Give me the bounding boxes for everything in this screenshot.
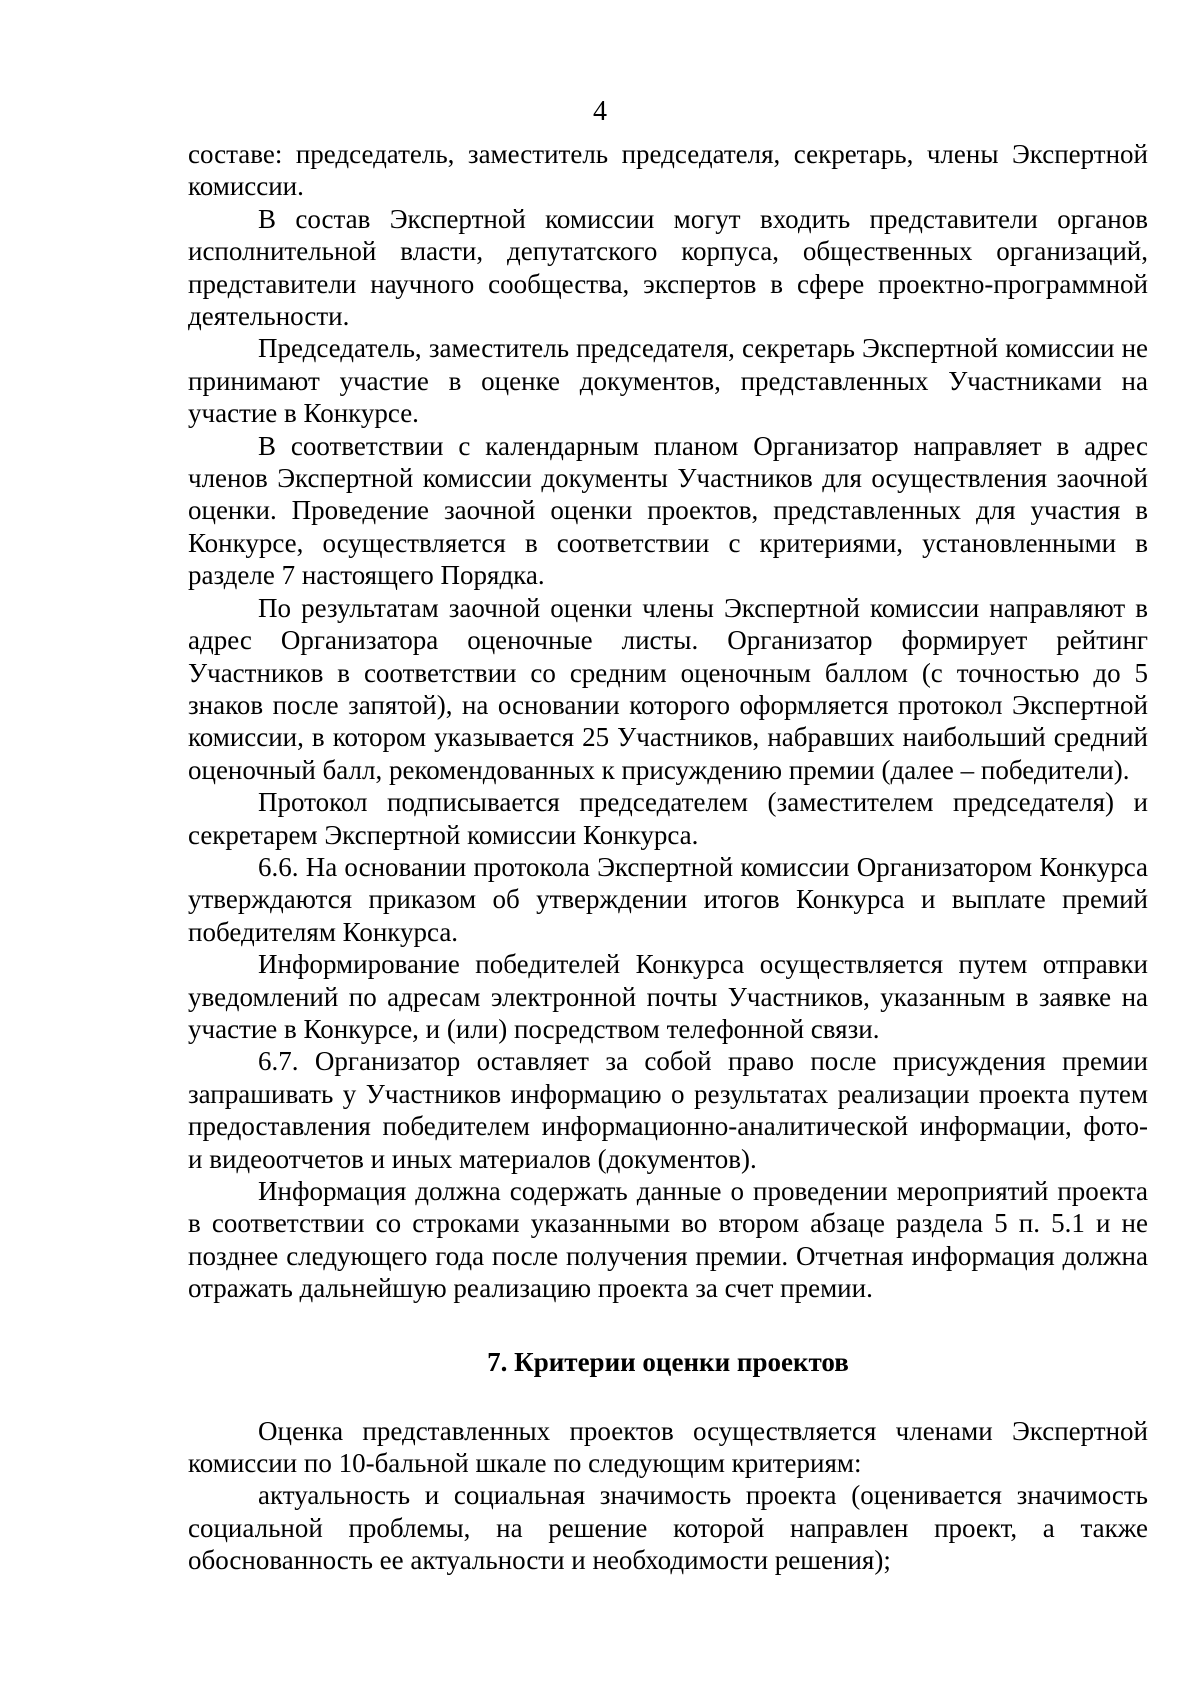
body-paragraph: Председатель, заместитель председателя, секретарь Экспертной комиссии не принимают участие в оценке документов, представленных Участниками на участие в Конкурсе. [188, 333, 1148, 429]
document-body [188, 138, 1148, 1577]
clause-6-6-paragraph: 6.6. На основании протокола Экспертной комиссии Организатором Конкурса утверждаются приказом об утверждении итогов Конкурса и выплате премий победителям Конкурса. [188, 851, 1148, 947]
body-paragraph: В соответствии с календарным планом Организатор направляет в адрес членов Экспертной комиссии документы Участников для осуществления заочной оценки. Проведение заочной оценки проектов, представленных для участия в Конкурсе, осуществляется в соответствии с критериями, установленными в разделе 7 настоящего Порядка. [188, 430, 1148, 591]
body-paragraph: Оценка представленных проектов осуществляется членами Экспертной комиссии по 10-бальной шкале по следующим критериям: [188, 1415, 1148, 1479]
body-paragraph: Протокол подписывается председателем (заместителем председателя) и секретарем Экспертной комиссии Конкурса. [188, 787, 1148, 850]
clause-6-7-paragraph: 6.7. Организатор оставляет за собой право после присуждения премии запрашивать у Участников информацию о результатах реализации проекта путем предоставления победителем информационно-аналитической информации, фото- и видеоотчетов и иных материалов (документов). [188, 1046, 1148, 1174]
body-paragraph: Информирование победителей Конкурса осуществляется путем отправки уведомлений по адресам электронной почты Участников, указанным в заявке на участие в Конкурсе, и (или) посредством телефонной связи. [188, 949, 1148, 1044]
criterion-paragraph: актуальность и социальная значимость проекта (оценивается значимость социальной проблемы, на решение которой направлен проект, а также обоснованность ее актуальности и необходимости решения); [188, 1480, 1148, 1576]
body-paragraph: В состав Экспертной комиссии могут входить представители органов исполнительной власти, депутатского корпуса, общественных организаций, представители научного сообщества, экспертов в сфере проектно-программной деятельности. [188, 203, 1148, 332]
body-paragraph: По результатам заочной оценки члены Экспертной комиссии направляют в адрес Организатора оценочные листы. Организатор формирует рейтинг Участников в соответствии со средним оценочным баллом (с точностью до 5 знаков после запятой), на основании которого оформляется протокол Экспертной комиссии, в котором указывается 25 Участников, набравших наибольший средний оценочный балл, рекомендованных к присуждению премии (далее – победители). [188, 592, 1148, 785]
body-paragraph: составе: председатель, заместитель председателя, секретарь, члены Экспертной комиссии. [188, 139, 1148, 202]
section-heading: 7. Критерии оценки проектов [487, 1346, 849, 1377]
body-paragraph: Информация должна содержать данные о проведении мероприятий проекта в соответствии со строками указанными во втором абзаце раздела 5 п. 5.1 и не позднее следующего года после получения премии. Отчетная информация должна отражать дальнейшую реализацию проекта за счет премии. [188, 1176, 1148, 1304]
page-number: 4 [593, 96, 607, 127]
